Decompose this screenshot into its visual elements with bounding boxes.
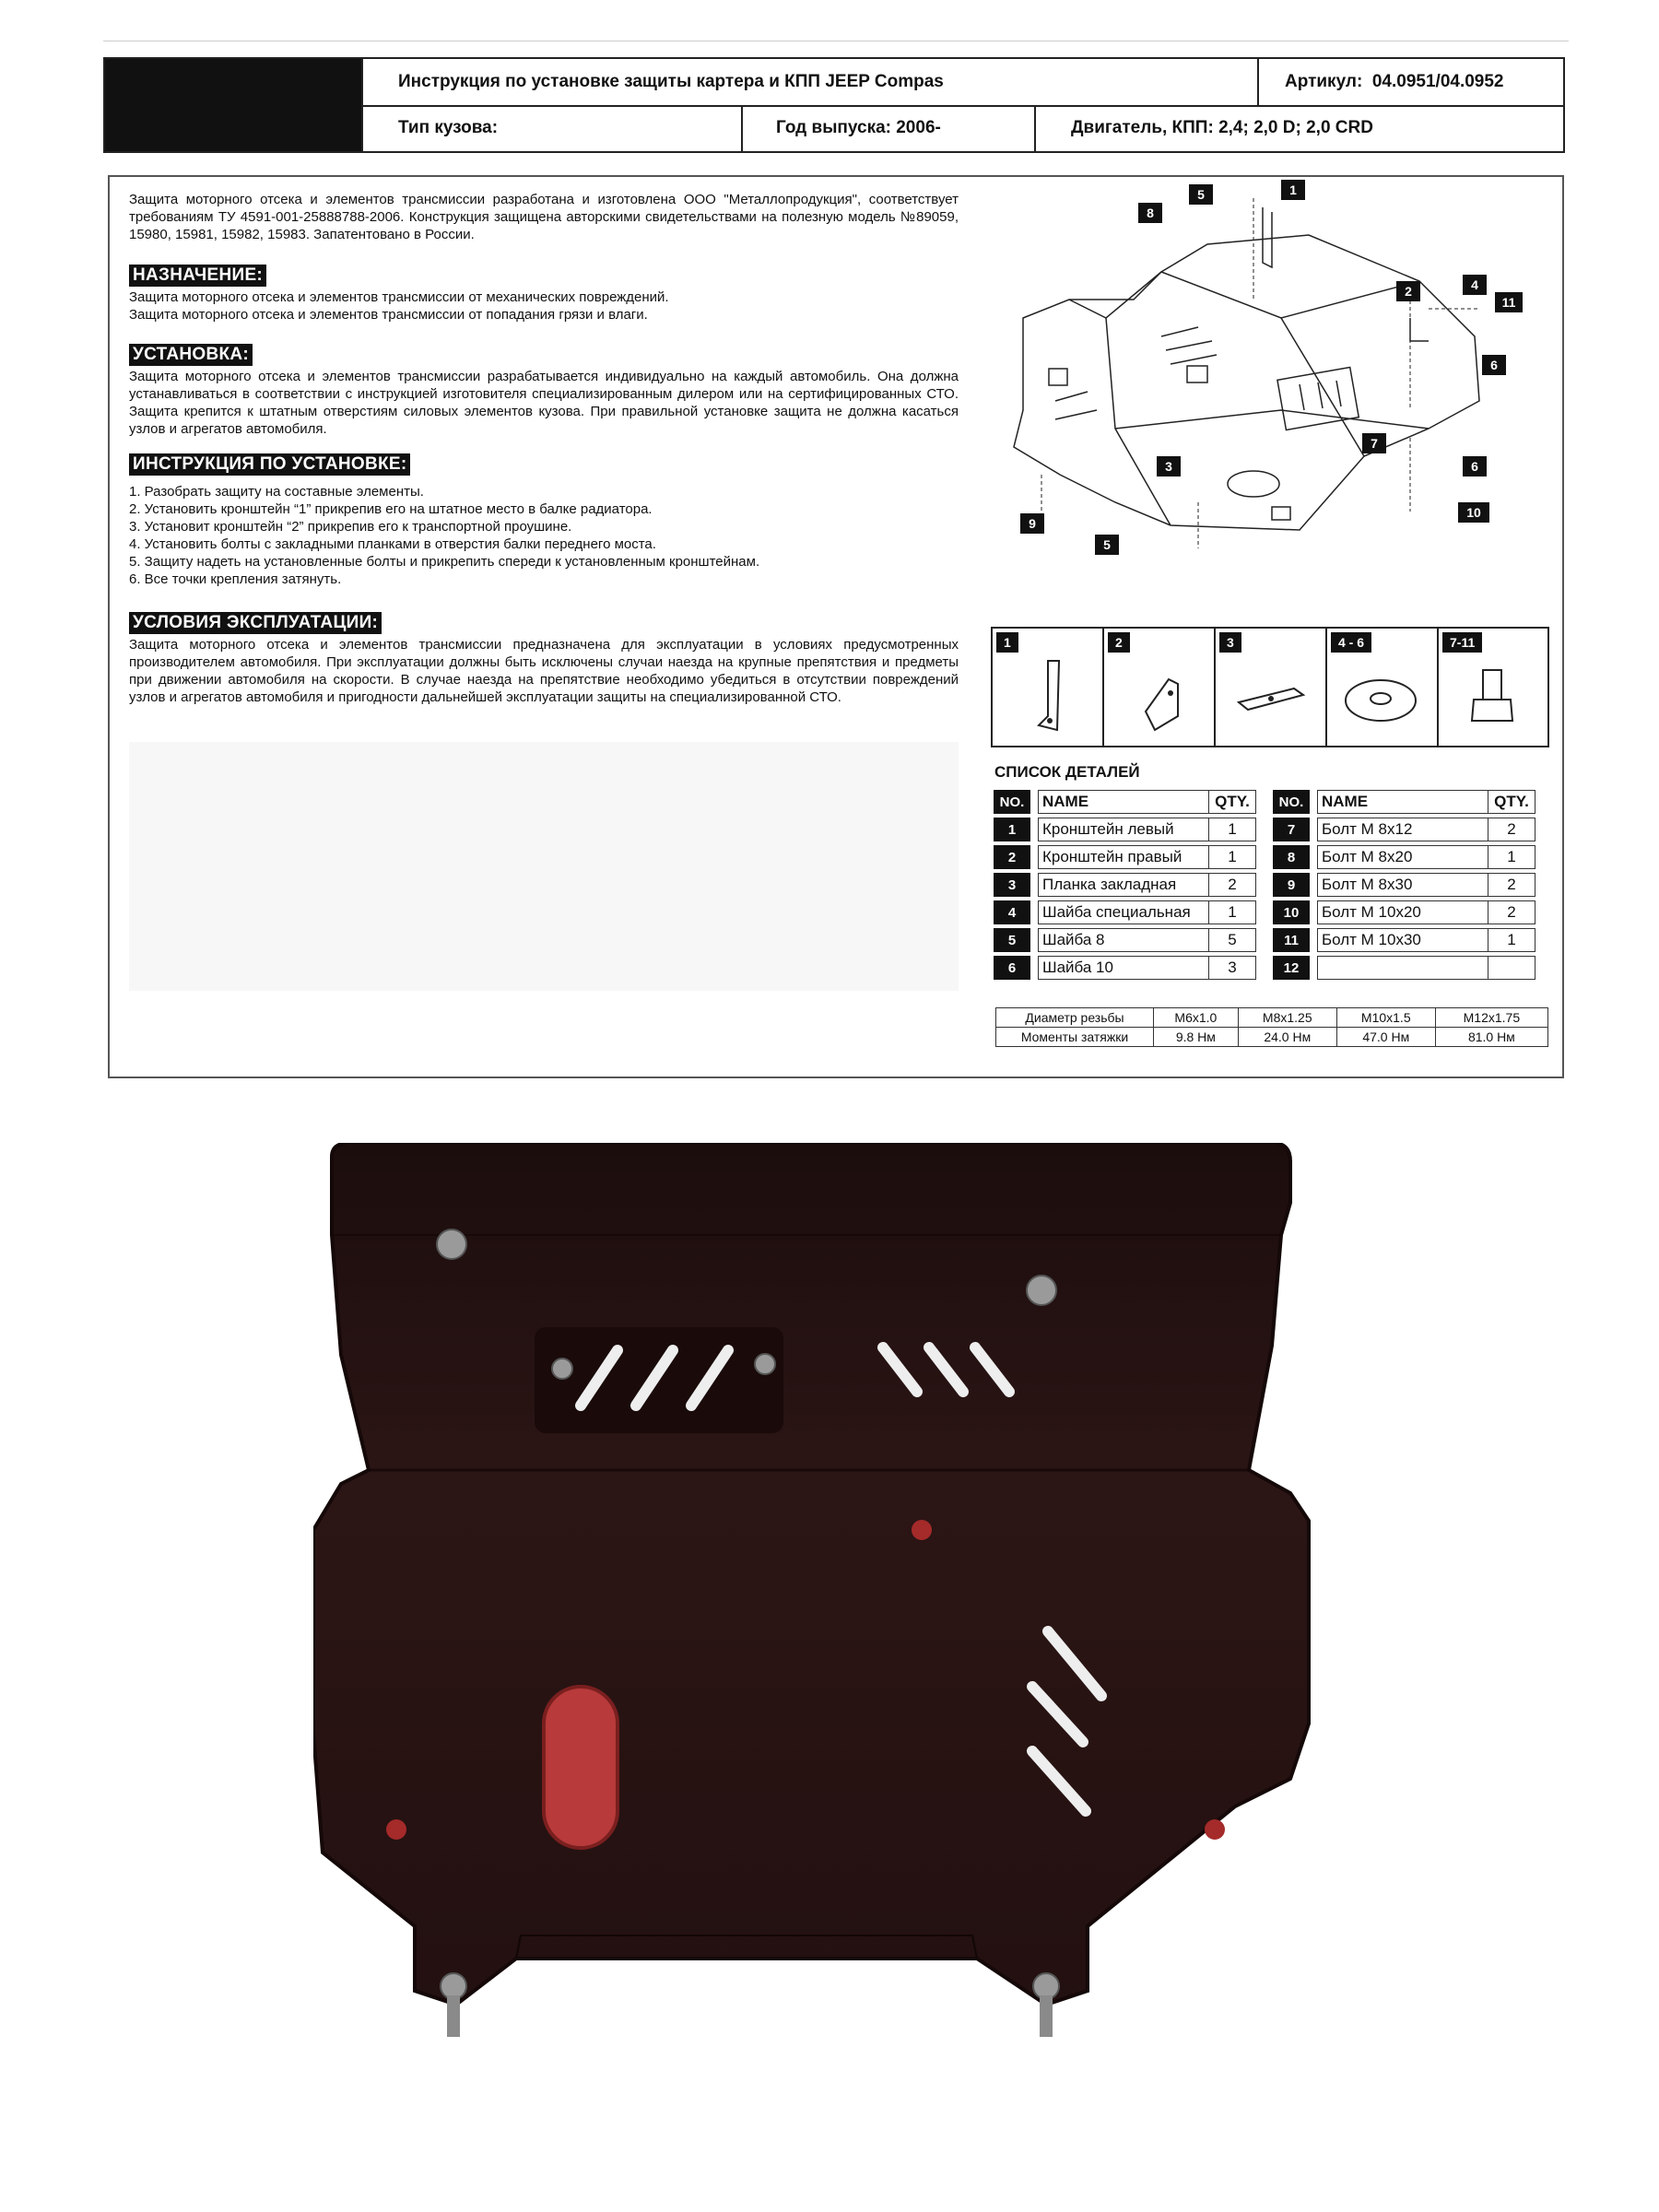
parts-table-left [994, 786, 1256, 983]
callout: 4 [1471, 277, 1478, 292]
installation-heading: УСТАНОВКА: [129, 344, 253, 366]
article-label: Артикул: [1285, 72, 1363, 91]
intro-text: Защита моторного отсека и элементов трансмиссии разработана и изготовлена ООО "Металлопродукция", соответствует требованиям ТУ 4591-001-25888788-2006. Конструкция защищена авторскими свидетельствами на полезную модель №89059, 15980, 15981, 15982, 15983. Запатентовано в России. [129, 192, 959, 242]
table-row: Диаметр резьбы M6x1.0 M8x1.25 M10x1.5 M12x1.75 [996, 1008, 1548, 1028]
parts-table-right [1273, 786, 1535, 983]
thumb-bracket-right: 2 [1104, 629, 1216, 746]
engine: Двигатель, КПП: 2,4; 2,0 D; 2,0 CRD [1071, 118, 1373, 137]
instructions-heading: ИНСТРУКЦИЯ ПО УСТАНОВКЕ: [129, 453, 410, 476]
exploded-diagram [977, 180, 1558, 613]
torque-table [995, 1007, 1548, 1047]
step: 6. Все точки крепления затянуть. [129, 571, 342, 587]
table-row: 3 Планка закладная 2 [994, 873, 1256, 897]
skid-plate [313, 1143, 1309, 2005]
year: Год выпуска: 2006- [776, 118, 941, 137]
step: 3. Установит кронштейн “2” прикрепив его к транспортной проушине. [129, 519, 572, 535]
table-row: 2 Кронштейн правый 1 [994, 845, 1256, 869]
callout: 5 [1197, 187, 1205, 202]
callout: 6 [1490, 358, 1498, 372]
thumb-bracket-left: 1 [993, 629, 1104, 746]
thumb-washer: 4 - 6 [1327, 629, 1439, 746]
thumb-plate: 3 [1216, 629, 1327, 746]
callout: 3 [1165, 459, 1172, 474]
callout: 6 [1471, 459, 1478, 474]
instructions-steps [129, 483, 959, 588]
skid-plate-photo [313, 1143, 1327, 2120]
table-header: NO. NAME QTY. [1273, 790, 1535, 814]
callout: 5 [1103, 537, 1111, 552]
article-value: 04.0951/04.0952 [1371, 72, 1504, 91]
table-row: 8 Болт М 8х20 1 [1273, 845, 1535, 869]
drain-plug-cover [544, 1687, 618, 1848]
table-row: 6 Шайба 10 3 [994, 956, 1256, 980]
callout: 11 [1501, 295, 1516, 310]
blank-area [129, 742, 959, 991]
callout: 7 [1371, 436, 1378, 451]
table-row: Моменты затяжки 9.8 Нм 24.0 Нм 47.0 Нм 81.0 Нм [996, 1028, 1548, 1047]
table-row: 5 Шайба 8 5 [994, 928, 1256, 952]
purpose-text [129, 288, 959, 324]
parts-thumbnails [991, 627, 1549, 747]
table-row: 9 Болт М 8х30 2 [1273, 873, 1535, 897]
table-row: 12 [1273, 956, 1535, 980]
table-row: 4 Шайба специальная 1 [994, 900, 1256, 924]
step: 5. Защиту надеть на установленные болты и прикрепить спереди к установленным кронштейнам. [129, 554, 760, 570]
article [1285, 59, 1561, 105]
table-row: 1 Кронштейн левый 1 [994, 818, 1256, 841]
purpose-heading: НАЗНАЧЕНИЕ: [129, 265, 266, 287]
callout: 2 [1405, 284, 1412, 299]
callout: 9 [1029, 516, 1036, 531]
doc-title: Инструкция по установке защиты картера и КПП JEEP Compas [398, 72, 944, 91]
conditions-text: Защита моторного отсека и элементов трансмиссии предназначена для эксплуатации в условиях предусмотренных производителем автомобиля. При эксплуатации должны быть исключены случаи наезда на крупные препятствия и предметы при движении автомобиля на скорости. В случае наезда на препятствие необходимо убедиться в отсутствии повреждений узлов и агрегатов автомобиля и пригодности дальнейшей эксплуатации защиты на специализированной СТО. [129, 637, 959, 705]
body-type: Тип кузова: [398, 118, 499, 137]
callout: 10 [1466, 505, 1481, 520]
table-row: 11 Болт М 10х30 1 [1273, 928, 1535, 952]
table-header: NO. NAME QTY. [994, 790, 1256, 814]
table-row: 10 Болт М 10х20 2 [1273, 900, 1535, 924]
step: 4. Установить болты с закладными планками в отверстия балки переднего моста. [129, 536, 656, 552]
table-row: 7 Болт М 8х12 2 [1273, 818, 1535, 841]
header-table [103, 57, 1565, 153]
callout: 1 [1289, 182, 1297, 197]
parts-list-title: СПИСОК ДЕТАЛЕЙ [994, 763, 1140, 781]
purpose-line: Защита моторного отсека и элементов трансмиссии от попадания грязи и влаги. [129, 307, 648, 323]
callout: 8 [1147, 206, 1154, 220]
header-logo-block [105, 59, 361, 151]
thumb-bolt: 7-11 [1439, 629, 1547, 746]
conditions-heading: УСЛОВИЯ ЭКСПЛУАТАЦИИ: [129, 612, 382, 634]
installation-text: Защита моторного отсека и элементов трансмиссии разрабатывается индивидуально на каждый автомобиль. Она должна устанавливаться в соответствии с инструкцией изготовителя специализированным дилером или на сертифицированных СТО. Защита крепится к штатным отверстиям силовых элементов кузова. При правильной установке защита не должна касаться узлов и агрегатов автомобиля. [129, 369, 959, 437]
purpose-line: Защита моторного отсека и элементов трансмиссии от механических повреждений. [129, 289, 669, 305]
step: 2. Установить кронштейн “1” прикрепив его на штатное место в балке радиатора. [129, 501, 653, 517]
step: 1. Разобрать защиту на составные элементы. [129, 484, 424, 500]
